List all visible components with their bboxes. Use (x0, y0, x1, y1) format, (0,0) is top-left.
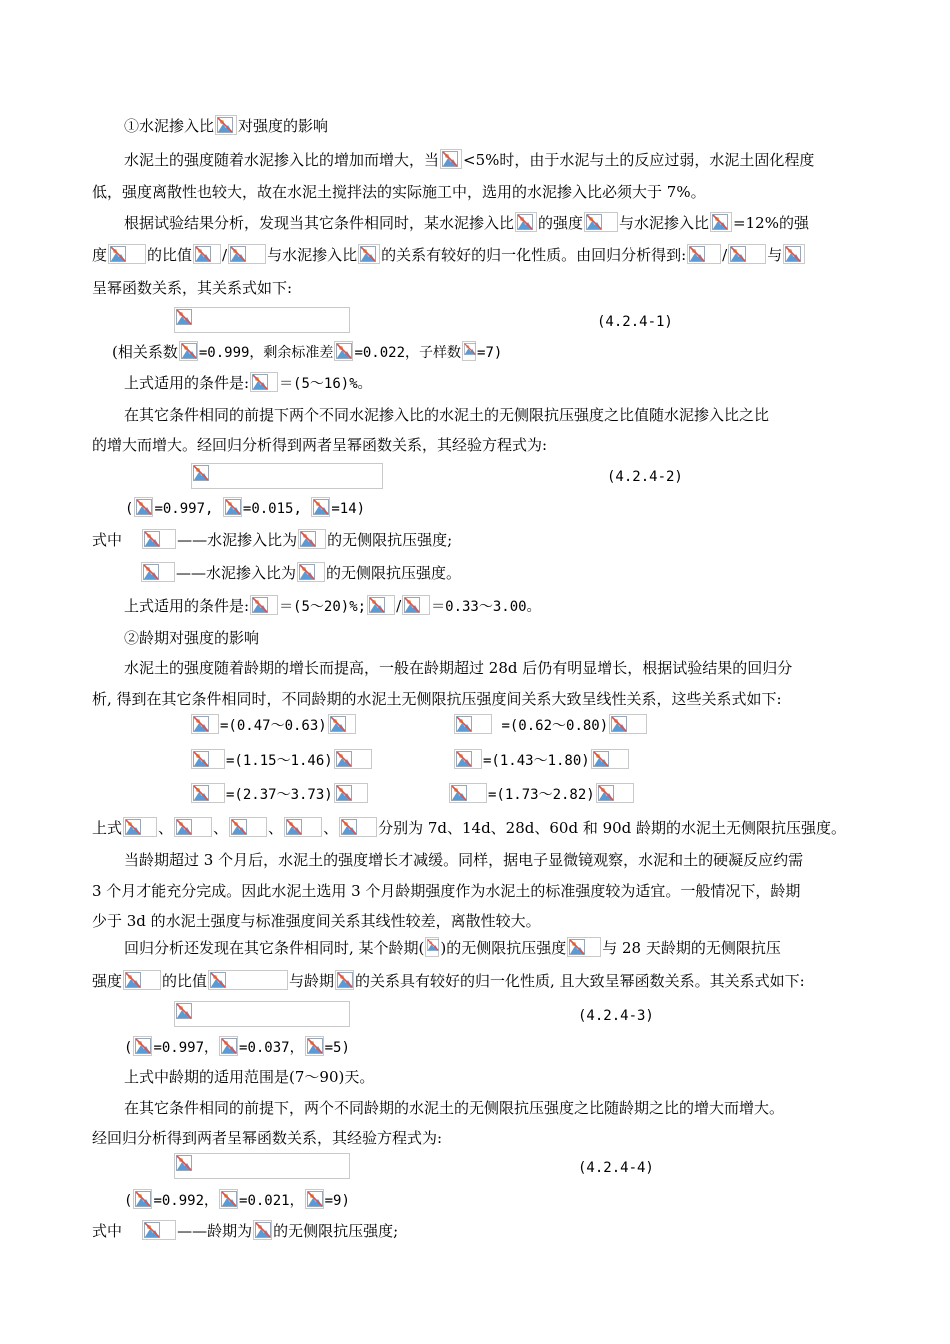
text: 回归分析还发现在其它条件相同时, 某个龄期( (124, 939, 425, 957)
formula-image-icon (454, 749, 482, 769)
text: =0.022，子样数 (354, 345, 462, 361)
formula-image-icon (311, 497, 330, 517)
formula-image-icon (193, 244, 221, 264)
text: / (222, 246, 228, 264)
formula-image-icon (284, 817, 322, 837)
formula-image-icon (208, 970, 288, 990)
formula-image-icon (174, 1153, 350, 1179)
text: 的强度 (538, 214, 584, 232)
text: 根据试验结果分析，发现当其它条件相同时，某水泥掺入比 (124, 214, 515, 232)
text: 呈幂函数关系，其关系式如下: (92, 279, 293, 297)
formula-image-icon (297, 562, 325, 582)
formula-image-icon (191, 749, 225, 769)
text: <5%时，由于水泥与土的反应过弱，水泥土固化程度 (463, 151, 815, 169)
stats-line (112, 341, 502, 364)
text: =0.992， (153, 1193, 219, 1209)
text: 在其它条件相同的前提下两个不同水泥掺入比的水泥土的无侧限抗压强度之比值随水泥掺入比之比 (124, 406, 770, 424)
text: ——水泥掺入比为 (176, 564, 297, 582)
formula-image-icon (567, 937, 601, 957)
stats-line (124, 1189, 350, 1212)
text: ( (124, 1040, 133, 1056)
text: 析, 得到在其它条件相同时，不同龄期的水泥土无侧限抗压强度间关系大致呈线性关系，这些关系式如下: (92, 690, 782, 708)
formula-image-icon (402, 595, 430, 615)
text: 的无侧限抗压强度; (327, 531, 453, 549)
formula-image-icon (305, 1036, 324, 1056)
text: 强度 (92, 972, 123, 990)
paragraph-line (124, 1097, 784, 1119)
text: 与龄期 (289, 972, 335, 990)
formula-image-icon (108, 244, 146, 264)
text: 低，强度离散性也较大，故在水泥土搅拌法的实际施工中，选用的水泥掺入比必须大于 7%。 (92, 183, 706, 201)
text: 上式中龄期的适用范围是(7～90)天。 (124, 1068, 375, 1086)
paragraph-line (124, 937, 781, 959)
formula-image-icon (591, 749, 629, 769)
text: =0.997， (153, 1040, 219, 1056)
definition-line (92, 529, 452, 551)
formula-image-icon (219, 1036, 238, 1056)
formula-image-icon (250, 372, 278, 392)
formula-image-icon (134, 497, 153, 517)
text: =14) (331, 501, 366, 517)
text: 上式适用的条件是: (124, 597, 250, 615)
formula-image-icon (123, 970, 161, 990)
text: =0.037， (239, 1040, 304, 1056)
paragraph-line (124, 595, 541, 618)
formula-image-icon (229, 817, 267, 837)
formula-image-icon (305, 1189, 324, 1209)
text: 经回归分析得到两者呈幂函数关系，其经验方程式为: (92, 1129, 443, 1147)
text: ——龄期为 (177, 1222, 253, 1240)
formula-image-icon (191, 783, 225, 803)
text: 少于 3d 的水泥土强度与标准强度间关系其线性较差，离散性较大。 (92, 912, 541, 930)
formula-image-icon (219, 1189, 238, 1209)
formula-image-icon (584, 212, 618, 232)
formula-image-icon (710, 212, 732, 232)
equation-number: (4.2.4-2) (607, 469, 683, 485)
formula-image-icon (228, 244, 266, 264)
equation-image-1 (173, 307, 351, 333)
formula-image-icon (191, 714, 219, 734)
paragraph-line (92, 817, 846, 839)
formula-image-icon (334, 783, 368, 803)
paragraph-line (124, 149, 814, 171)
formula-image-icon (142, 1220, 176, 1240)
text: 水泥土的强度随着龄期的增长而提高，一般在龄期超过 28d 后仍有明显增长，根据试验结果的回归分 (124, 659, 793, 677)
formula-image-icon (142, 529, 176, 549)
text: =(1.15～1.46) (226, 753, 333, 769)
formula-image-icon (728, 244, 766, 264)
text: 的关系有较好的归一化性质。由回归分析得到: (381, 246, 687, 264)
text: =(1.73～2.82) (488, 787, 595, 803)
text: 的比值 (147, 246, 193, 264)
equation-number: (4.2.4-4) (578, 1160, 654, 1176)
text: 、 (213, 819, 229, 837)
text: =12%的强 (733, 214, 809, 232)
formula-image-icon (425, 937, 439, 957)
paragraph-line (92, 910, 541, 932)
formula-image-icon (687, 244, 721, 264)
formula-image-icon (215, 115, 237, 135)
formula-image-icon (454, 714, 492, 734)
text: =(0.62～0.80) (501, 718, 609, 734)
equation-image-4 (173, 1153, 351, 1179)
text: =7) (477, 345, 503, 361)
text: 的无侧限抗压强度。 (326, 564, 462, 582)
text: 度 (92, 246, 108, 264)
formula-image-icon (462, 341, 476, 361)
formula-image-icon (123, 817, 157, 837)
text: ( (125, 501, 134, 517)
formula-image-icon (174, 817, 212, 837)
text: 、 (158, 819, 174, 837)
text: ①水泥掺入比 (124, 117, 215, 135)
text: 水泥土的强度随着水泥掺入比的增加而增大，当 (124, 151, 440, 169)
text: 与水泥掺入比 (267, 246, 358, 264)
formula-image-icon (191, 463, 383, 489)
paragraph-line (92, 434, 547, 456)
equation-image-3 (173, 1001, 351, 1027)
text: =0.015, (242, 501, 302, 517)
text: 与 (767, 246, 783, 264)
formula-image-icon (334, 341, 353, 361)
formula-image-icon (335, 970, 354, 990)
paragraph-line (92, 181, 706, 203)
formula-image-icon (334, 749, 372, 769)
heading-cement-ratio (124, 115, 328, 137)
text: (相关系数 (112, 343, 178, 361)
text: ——水泥掺入比为 (177, 531, 298, 549)
paragraph-line (124, 212, 809, 234)
text: 当龄期超过 3 个月后，水泥土的强度增长才减缓。同样，据电子显微镜观察，水泥和土的硬凝反应约需 (124, 851, 804, 869)
formula-image-icon (179, 341, 198, 361)
text: ②龄期对强度的影响 (124, 629, 260, 647)
paragraph-line (124, 404, 769, 426)
equation-image-2 (190, 463, 384, 489)
definition-line (140, 562, 461, 584)
text: )的无侧限抗压强度 (440, 939, 567, 957)
relation-row (453, 749, 630, 772)
text: =0.997, (154, 501, 214, 517)
relation-row (453, 714, 648, 737)
paragraph-line (92, 970, 805, 992)
formula-image-icon (223, 497, 242, 517)
formula-image-icon (609, 714, 647, 734)
text: 上式适用的条件是: (124, 374, 250, 392)
relation-row (448, 783, 635, 806)
text: =(2.37～3.73) (226, 787, 333, 803)
text: 的无侧限抗压强度; (273, 1222, 399, 1240)
relation-row (190, 714, 357, 737)
text: =5) (324, 1040, 350, 1056)
equation-number: (4.2.4-3) (578, 1008, 654, 1024)
text: 的增大而增大。经回归分析得到两者呈幂函数关系，其经验方程式为: (92, 436, 548, 454)
formula-image-icon (783, 244, 805, 264)
formula-image-icon (367, 595, 395, 615)
paragraph-line (92, 277, 292, 299)
paragraph-line (92, 880, 800, 902)
text: / (722, 246, 728, 264)
text: ＝0.33～3.00。 (431, 599, 541, 615)
formula-image-icon (440, 149, 462, 169)
formula-image-icon (358, 244, 380, 264)
formula-image-icon (133, 1036, 152, 1056)
formula-image-icon (515, 212, 537, 232)
text: 在其它条件相同的前提下，两个不同龄期的水泥土的无侧限抗压强度之比随龄期之比的增大而增大。 (124, 1099, 785, 1117)
text: 、 (268, 819, 284, 837)
text: / (396, 597, 402, 615)
text: 式中 (92, 1222, 123, 1240)
text: 与水泥掺入比 (619, 214, 710, 232)
paragraph-line (92, 1127, 442, 1149)
formula-image-icon (141, 562, 175, 582)
formula-image-icon (174, 307, 350, 333)
text: 分别为 7d、14d、28d、60d 和 90d 龄期的水泥土无侧限抗压强度。 (378, 819, 847, 837)
text: 对强度的影响 (238, 117, 329, 135)
equation-number: (4.2.4-1) (597, 314, 673, 330)
text: =(0.47～0.63) (220, 718, 327, 734)
text: 的比值 (162, 972, 208, 990)
paragraph-line (92, 244, 806, 266)
text: 与 28 天龄期的无侧限抗压 (602, 939, 781, 957)
text: 式中 (92, 531, 123, 549)
formula-image-icon (339, 817, 377, 837)
formula-image-icon (253, 1220, 272, 1240)
paragraph-line (124, 849, 803, 871)
formula-image-icon (596, 783, 634, 803)
formula-image-icon (174, 1001, 350, 1027)
formula-image-icon (133, 1189, 152, 1209)
paragraph-line (92, 688, 782, 710)
formula-image-icon (250, 595, 278, 615)
formula-image-icon (328, 714, 356, 734)
text: 、 (323, 819, 339, 837)
text: =9) (324, 1193, 350, 1209)
text: =0.021， (239, 1193, 304, 1209)
formula-image-icon (449, 783, 487, 803)
text: ＝(5～16)%。 (279, 376, 372, 392)
relation-row (190, 749, 373, 772)
text: 上式 (92, 819, 123, 837)
stats-line (124, 1036, 350, 1059)
paragraph-line (124, 1066, 374, 1088)
text: =0.999，剩余标准差 (198, 345, 334, 361)
text: 的关系具有较好的归一化性质, 且大致呈幂函数关系。其关系式如下: (355, 972, 805, 990)
formula-image-icon (298, 529, 326, 549)
text: =(1.43～1.80) (483, 753, 590, 769)
paragraph-line (124, 372, 372, 395)
stats-line (125, 497, 365, 520)
text: ( (124, 1193, 133, 1209)
paragraph-line (124, 657, 792, 679)
relation-row (190, 783, 369, 806)
text: ＝(5～20)%; (279, 599, 367, 615)
definition-line (92, 1220, 398, 1242)
text: 3 个月才能充分完成。因此水泥土选用 3 个月龄期强度作为水泥土的标准强度较为适宜。一般情况下，龄期 (92, 882, 801, 900)
heading-age (124, 627, 259, 649)
